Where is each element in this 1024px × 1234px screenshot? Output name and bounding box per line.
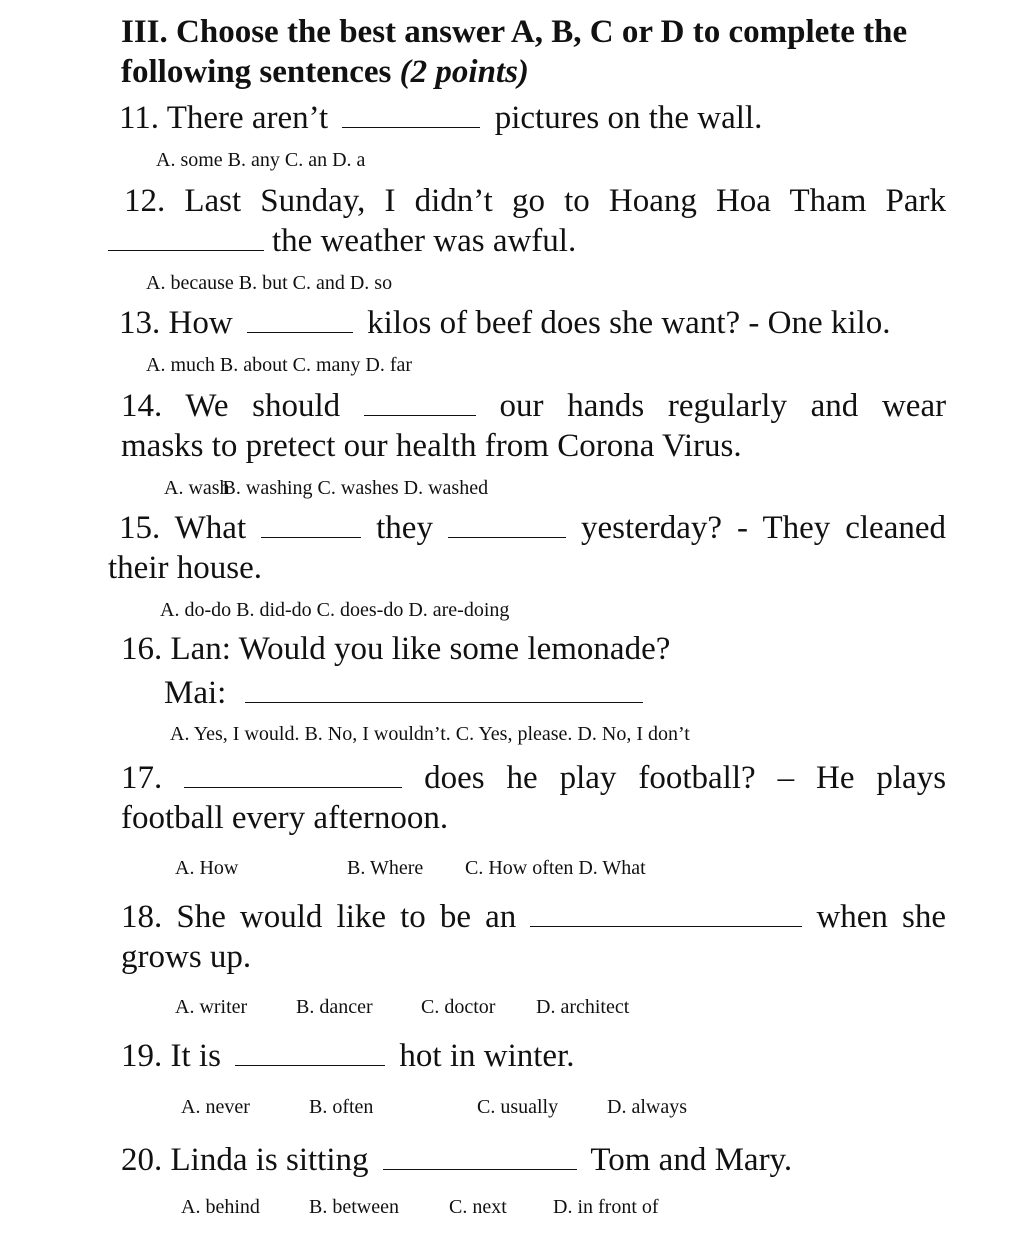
option-c: C. doctor — [421, 996, 496, 1018]
question-text: Lan: Would you like some lemonade? — [170, 631, 671, 667]
question-17-line2: football every afternoon. — [121, 800, 449, 836]
options-rest: B. washing C. washes D. washed — [222, 477, 489, 499]
question-text: kilos of beef does she want? - One kilo. — [367, 305, 891, 341]
section-title-line1: III. Choose the best answer A, B, C or D to complete the — [121, 14, 908, 50]
option-a: A. behind — [181, 1196, 260, 1218]
question-number: 18. — [121, 899, 163, 935]
word: plays — [876, 760, 947, 796]
word: Last — [184, 183, 242, 219]
word: Park — [885, 183, 947, 219]
word: he — [506, 760, 538, 796]
word: yesterday? - — [580, 510, 749, 546]
question-number: 19. — [121, 1038, 163, 1074]
answer-blank[interactable] — [245, 674, 643, 703]
options-13: A. much B. about C. many D. far — [146, 354, 413, 376]
answer-blank[interactable] — [342, 99, 480, 128]
question-text: when she — [816, 899, 947, 935]
question-text: Linda is sitting — [170, 1142, 369, 1178]
option-b: B. often — [309, 1096, 374, 1118]
word: Hoang — [608, 183, 697, 219]
question-text: Tom and Mary. — [590, 1142, 793, 1178]
section-title-line2 — [121, 52, 529, 92]
word: – — [777, 760, 795, 796]
word: should — [252, 388, 341, 424]
question-number: 12. — [124, 183, 166, 219]
word: and — [810, 388, 859, 424]
question-11 — [119, 98, 762, 138]
question-text: the weather was awful. — [272, 223, 577, 259]
question-16-line2 — [164, 673, 643, 713]
section-title-text: following sentences — [121, 54, 400, 90]
word: regularly — [667, 388, 787, 424]
word: Sunday, — [260, 183, 366, 219]
question-16-line1 — [121, 629, 670, 669]
question-19 — [121, 1036, 575, 1076]
word: does — [424, 760, 485, 796]
options-14 — [164, 476, 488, 500]
answer-blank[interactable] — [448, 509, 566, 538]
question-number: 13. — [119, 305, 161, 341]
word: to — [564, 183, 590, 219]
word: they — [376, 510, 433, 546]
options-12: A. because B. but C. and D. so — [146, 272, 393, 294]
question-number: 14. — [121, 388, 163, 424]
speaker-label: Mai: — [164, 675, 227, 711]
word: wear — [881, 388, 947, 424]
word: didn’t — [414, 183, 493, 219]
question-12-line2 — [108, 221, 576, 261]
option-d: D. architect — [536, 996, 630, 1018]
option-c: C. usually — [477, 1096, 559, 1118]
option-c-d: C. How often D. What — [465, 857, 646, 879]
answer-blank[interactable] — [108, 222, 264, 251]
question-number: 11. — [119, 100, 160, 136]
option-b: B. between — [309, 1196, 399, 1218]
question-18-line1 — [121, 897, 946, 937]
answer-blank[interactable] — [184, 759, 402, 788]
answer-blank[interactable] — [383, 1141, 577, 1170]
option-a: A. writer — [175, 996, 248, 1018]
question-text: hot in winter. — [399, 1038, 575, 1074]
question-text: pictures on the wall. — [494, 100, 763, 136]
points-label: (2 points) — [399, 54, 529, 90]
option-a: A. wash — [164, 477, 230, 499]
word: go — [511, 183, 545, 219]
answer-blank[interactable] — [235, 1037, 385, 1066]
question-18-line2: grows up. — [121, 939, 252, 975]
answer-blank[interactable] — [530, 898, 802, 927]
options-15: A. do-do B. did-do C. does-do D. are-doing — [160, 599, 510, 621]
option-d: D. in front of — [553, 1196, 659, 1218]
question-17-line1 — [121, 758, 946, 798]
question-13 — [119, 303, 890, 343]
question-text: How — [168, 305, 233, 341]
question-14-line1 — [121, 386, 946, 426]
option-a: A. How — [175, 857, 239, 879]
question-15-line1 — [119, 508, 946, 548]
word: Hoa — [715, 183, 771, 219]
word: our — [499, 388, 544, 424]
question-text: There aren’t — [166, 100, 329, 136]
question-number: 15. — [119, 510, 161, 546]
option-b: B. dancer — [296, 996, 373, 1018]
word: hands — [567, 388, 645, 424]
question-number: 20. — [121, 1142, 163, 1178]
option-a: A. never — [181, 1096, 250, 1118]
word: Tham — [789, 183, 867, 219]
question-15-line2: their house. — [108, 550, 262, 586]
question-number: 17. — [121, 760, 163, 796]
answer-blank[interactable] — [364, 387, 476, 416]
word: play — [559, 760, 617, 796]
option-d: D. always — [607, 1096, 687, 1118]
question-14-line2: masks to pretect our health from Corona Virus. — [121, 428, 742, 464]
question-text: She would like to be an — [176, 899, 517, 935]
word: I — [384, 183, 396, 219]
word: They cleaned — [762, 510, 946, 546]
answer-blank[interactable] — [247, 304, 353, 333]
question-text: It is — [170, 1038, 221, 1074]
word: We — [185, 388, 229, 424]
option-c: C. next — [449, 1196, 507, 1218]
word: He — [815, 760, 855, 796]
option-b: B. Where — [347, 857, 424, 879]
question-20 — [121, 1140, 792, 1180]
question-number: 16. — [121, 631, 163, 667]
word: football? — [638, 760, 756, 796]
options-11: A. some B. any C. an D. a — [156, 149, 366, 171]
question-12-line1 — [124, 181, 946, 221]
answer-blank[interactable] — [261, 509, 361, 538]
options-16: A. Yes, I would. B. No, I wouldn’t. C. Yes, please. D. No, I don’t — [170, 723, 690, 745]
word: What — [174, 510, 247, 546]
